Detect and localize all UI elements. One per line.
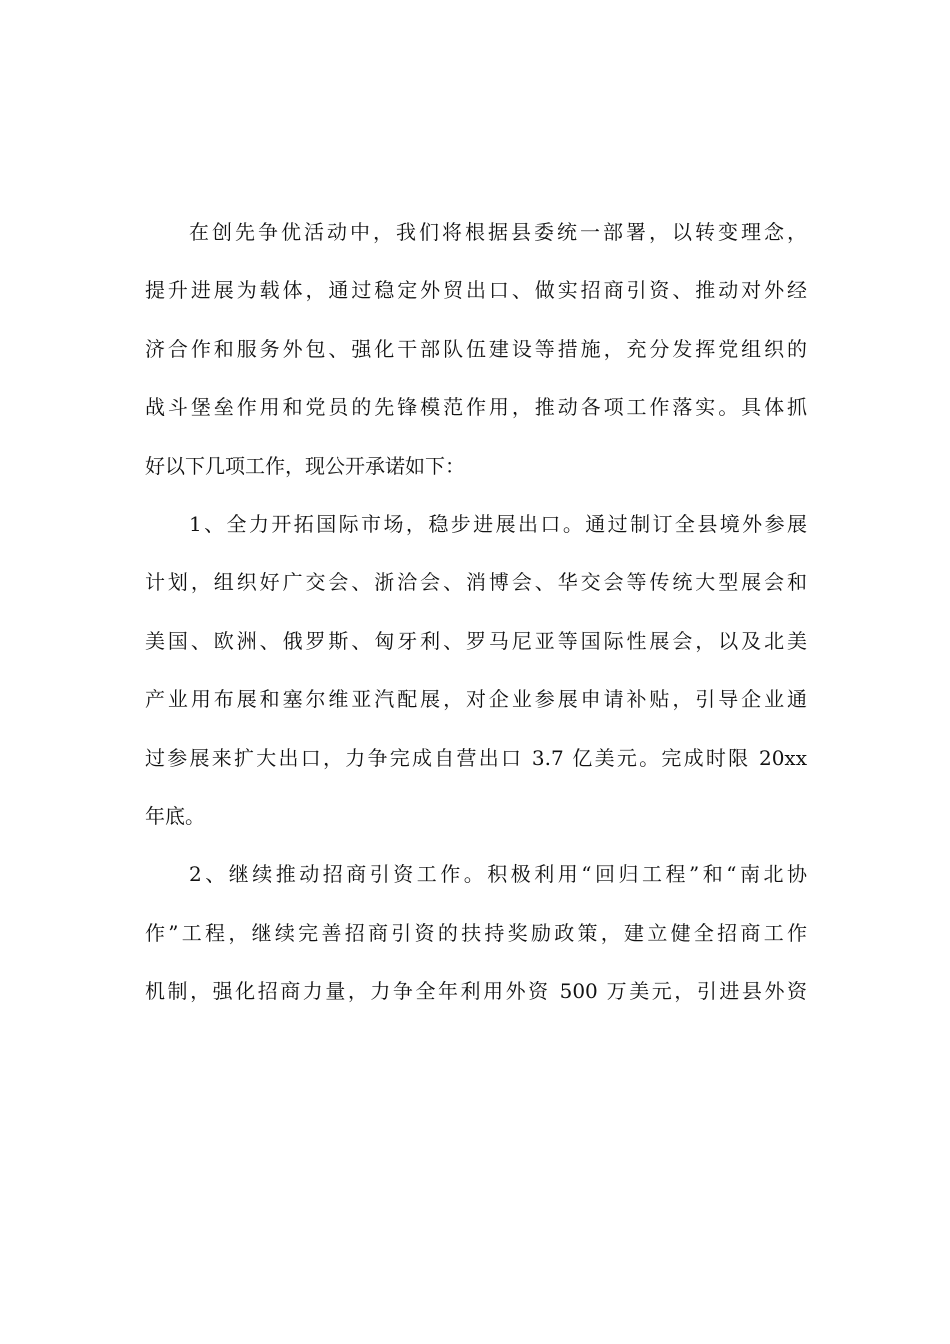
text-line: 好以下几项工作，现公开承诺如下： [145, 453, 465, 478]
paragraph-3 [145, 845, 807, 1020]
text-line: 2、继续推动招商引资工作。积极利用“回归工程”和“南北协 [189, 862, 807, 887]
paragraph-1 [145, 203, 807, 495]
text-line: 年底。 [145, 803, 205, 828]
text-line: 作”工程，继续完善招商引资的扶持奖励政策，建立健全招商工作 [145, 920, 807, 945]
text-line: 济合作和服务外包、强化干部队伍建设等措施，充分发挥党组织的 [145, 336, 807, 361]
text-line: 计划，组织好广交会、浙洽会、消博会、华交会等传统大型展会和 [145, 570, 807, 595]
text-line: 美国、欧洲、俄罗斯、匈牙利、罗马尼亚等国际性展会，以及北美 [145, 628, 807, 653]
text-line: 提升进展为载体，通过稳定外贸出口、做实招商引资、推动对外经 [145, 278, 807, 303]
paragraph-2 [145, 495, 807, 845]
text-line: 1、全力开拓国际市场，稳步进展出口。通过制订全县境外参展 [189, 511, 807, 536]
text-line: 在创先争优活动中，我们将根据县委统一部署，以转变理念， [189, 220, 807, 244]
document-body [145, 203, 807, 1020]
text-line: 产业用布展和塞尔维亚汽配展，对企业参展申请补贴，引导企业通 [145, 687, 807, 712]
text-line: 战斗堡垒作用和党员的先锋模范作用，推动各项工作落实。具体抓 [145, 395, 807, 420]
text-line: 机制，强化招商力量，力争全年利用外资 500 万美元，引进县外资 [145, 979, 807, 1004]
text-line: 过参展来扩大出口，力争完成自营出口 3.7 亿美元。完成时限 20xx [145, 745, 807, 770]
